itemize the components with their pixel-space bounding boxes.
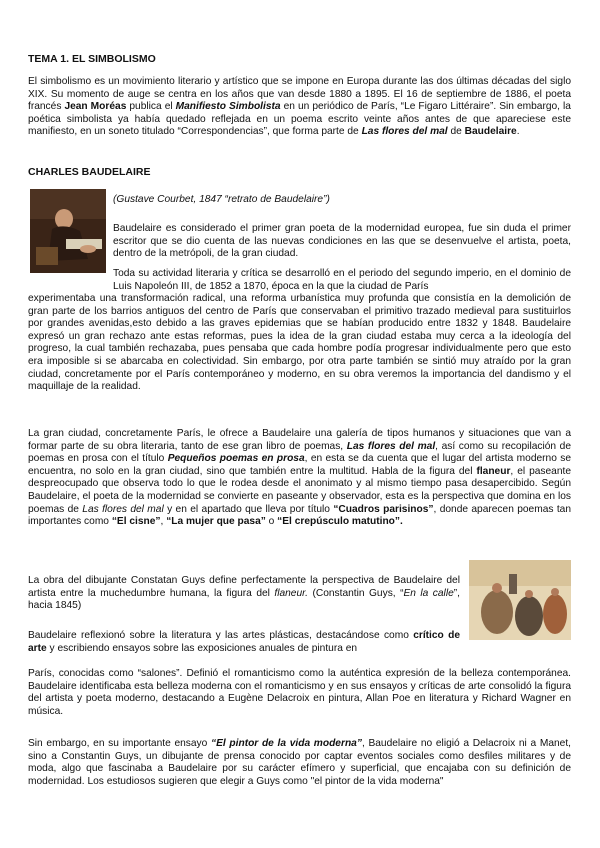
guys-paragraph <box>28 575 460 613</box>
intro-paragraph <box>28 76 571 139</box>
bio-paragraph-first-line: Toda su actividad literaria y crítica se desarrolló en el periodo del segundo imperio, en el dominio de Luis Napoleón III, de 1852 a 1870, época en la que la ciudad de París <box>113 268 571 292</box>
text-run: y en el apartado que lleva por título <box>163 503 334 515</box>
italic-run: flaneur. <box>274 587 308 599</box>
text-run: o <box>265 516 278 528</box>
bold-run: flaneur <box>476 465 511 477</box>
text-run: en un periódico de París, “Le Figaro Littéraire”. Sin embargo, la poética simbolista ya había quedado reflejada en un poema escrito veinte años antes de que apareciese este manifiesto, en un soneto titulado “Correspondencias”, que forma parte de <box>28 101 571 138</box>
italic-run: Las flores del mal <box>82 503 164 515</box>
text-run: La obra del dibujante Constatan Guys define perfectamente la perspectiva de Baudelaire del artista entre la muchedumbre humana, la figura del <box>28 575 460 599</box>
bold-run: “El crepúsculo matutino”. <box>277 516 403 528</box>
bold-italic-run: Las flores del mal <box>346 440 436 452</box>
text-run: , en esta se da cuenta que el lugar del artista moderno se encuentra, no solo en la gran ciudad, sino que también entre la multitud. Habla de la figura del <box>28 453 571 477</box>
italic-run: En la calle <box>403 587 454 599</box>
bold-run: crítico de arte <box>28 630 460 654</box>
bold-run: “El cisne” <box>111 516 161 528</box>
portrait-caption: (Gustave Courbet, 1847 “retrato de Baudelaire”) <box>113 194 330 205</box>
text-run: Sin embargo, en su importante ensayo <box>28 738 211 749</box>
text-run: , Baudelaire no eligió a Delacroix ni a Manet, sino a Constantin Guys, un dibujante de prensa conocido por captar eventos sociales como desfiles militares y de moda, algo que fascinaba a Baudelaire por su carácter efímero y superficial, que encajaba con su definición de modernidad. Los estudiosos sugieren que elegir a Guys como "el pintor de la vida moderna" <box>28 738 572 787</box>
text-run: , así como su recopilación de poemas en prosa con el título <box>28 440 572 465</box>
text-run: ”, hacia 1845) <box>28 587 460 612</box>
text-run: (Constantin Guys, “ <box>307 587 404 599</box>
bold-run: Jean Moréas <box>64 101 127 113</box>
text-run: La gran ciudad, concretamente París, le ofrece a Baudelaire una galería de tipos humanos y situaciones que van a formar parte de su obra literaria, tanto de ese gran libro de poemas, <box>28 428 571 452</box>
bold-run: “Cuadros parisinos” <box>333 503 434 515</box>
text-run: Baudelaire reflexionó sobre la literatura y las artes plásticas, destacándose como <box>28 630 414 641</box>
text-run: publica el <box>126 101 176 113</box>
critic-paragraph <box>28 630 460 655</box>
baudelaire-portrait-image <box>30 189 106 273</box>
bold-italic-run: Pequeños poemas en prosa <box>167 453 305 465</box>
bio-paragraph: Baudelaire es considerado el primer gran poeta de la modernidad europea, fue sin duda el primer escritor que se dio cuenta de las nuevas condiciones en las que se desenvuelve el artista, poeta, dentro de la metrópoli, de la gran ciudad. <box>113 223 571 260</box>
painter-paragraph <box>28 738 571 788</box>
page-title: TEMA 1. EL SIMBOLISMO <box>28 53 156 65</box>
bold-italic-run: Las flores del mal <box>361 126 448 138</box>
text-run: y escribiendo ensayos sobre las exposiciones anuales de pintura en <box>46 642 358 654</box>
text-run: , donde aparecen poemas tan importantes como <box>28 503 571 528</box>
section-heading: CHARLES BAUDELAIRE <box>28 166 151 178</box>
guys-street-drawing-image <box>469 560 571 640</box>
bold-italic-run: Manifiesto Simbolista <box>175 101 281 113</box>
bold-italic-run: “El pintor de la vida moderna” <box>211 738 362 749</box>
text-run: , el paseante despreocupado que observa todo lo que le rodea desde el anonimato y al mismo tiempo pasa desapercibido. Según Baudelaire, el poeta de la modernidad se convierte en paseante y observador, esta es la perspectiva que domina en los poemas de <box>28 465 571 515</box>
bio-paragraph-continued: experimentaba una transformación radical, una reforma urbanística muy profunda que consistía en la demolición de gran parte de los barrios antiguos del centro de París que conservaban el primitivo trazado medieval para sustituirlos por grandes avenidas,esto debido a las graves epidemias que se habían producido entre 1832 y 1848. Baudelaire expresó un gran rechazo ante estas reformas, pues la idea de la gran ciudad estaba muy cerca a la ideología del progreso, la cual también rechazaba, pues pensaba que cada hombre podía progresar individualmente pero que esto era imposible si se abarcaba en colectividad. Sin embargo, por otra parte también se sintió muy atraído por la gran ciudad, concretamente por el París contemporáneo y moderno, en su obra veremos la importancia del dandismo y el maquillaje de la realidad. <box>28 293 571 393</box>
text-run: . <box>516 126 520 138</box>
text-run: de <box>447 126 465 138</box>
text-run: El simbolismo es un movimiento literario y artístico que se impone en Europa durante las dos últimas décadas del siglo XIX. Su momento de auge se centra en los años que van desde 1880 a 1895. El 16 de septiembre de 1886, el poeta francés <box>28 76 571 113</box>
city-paragraph <box>28 428 571 529</box>
bold-run: Baudelaire <box>464 126 517 138</box>
critic-paragraph-continued: París, conocidas como “salones”. Definió el romanticismo como la auténtica expresión de la belleza contemporánea. Baudelaire identificaba esta belleza moderna con el romanticismo y en sus ensayos y críticas de arte consolidó la figura del artista y poeta moderno, destacando a Eugène Delacroix en pintura, Allan Poe en literatura y Richard Wagner en música. <box>28 668 571 717</box>
bold-run: “La mujer que pasa” <box>166 516 266 528</box>
text-run: , <box>160 516 167 528</box>
